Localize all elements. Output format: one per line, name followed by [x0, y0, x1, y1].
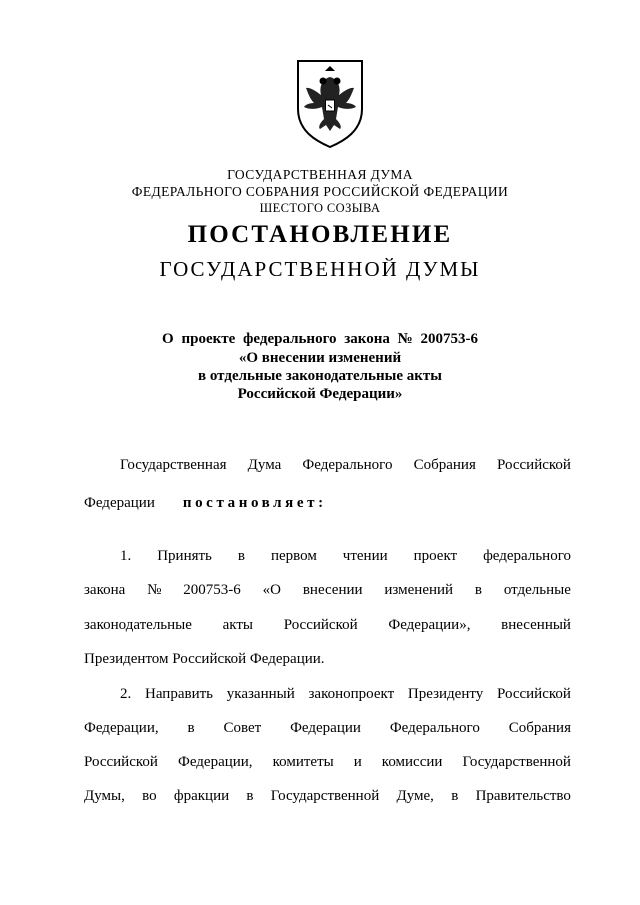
- header-line-1: ГОСУДАРСТВЕННАЯ ДУМА: [227, 167, 413, 182]
- word: Дума: [247, 457, 282, 473]
- word: Направить: [145, 686, 213, 702]
- word: Федерации,: [177, 754, 253, 770]
- word: 1.: [120, 548, 132, 564]
- item1-line-2: [84, 582, 571, 599]
- russian-coat-of-arms-icon: [292, 57, 368, 149]
- word: в: [187, 720, 195, 736]
- word: Федерального: [389, 720, 480, 736]
- word: Федерации»,: [388, 617, 471, 633]
- document-type-title: ПОСТАНОВЛЕНИЕ: [187, 221, 453, 248]
- word: 200753-6: [183, 582, 241, 598]
- word: в: [237, 548, 245, 564]
- word: Думы,: [84, 788, 125, 804]
- word: 2.: [120, 686, 132, 702]
- word: законодательные: [84, 617, 192, 633]
- word: №: [147, 582, 162, 598]
- word: комитеты: [272, 754, 334, 770]
- item1-line-3: [84, 617, 571, 634]
- word: в: [474, 582, 483, 598]
- subject-line-4: Российской Федерации»: [237, 386, 403, 402]
- preamble-word: Федерации: [84, 495, 155, 511]
- word: комиссии: [381, 754, 443, 770]
- word: в: [246, 788, 254, 804]
- word: Правительство: [475, 788, 571, 804]
- word: Принять: [157, 548, 212, 564]
- word: и: [353, 754, 362, 770]
- word: Собрания: [508, 720, 571, 736]
- word: закона: [84, 582, 126, 598]
- word: во: [142, 788, 157, 804]
- item2-line-2: [84, 720, 571, 737]
- word: Совет: [223, 720, 262, 736]
- word: изменений: [384, 582, 454, 598]
- word: проект: [413, 548, 458, 564]
- word: Думе,: [396, 788, 434, 804]
- word: отдельные: [503, 582, 571, 598]
- word: Российской: [283, 617, 358, 633]
- word: Федерации,: [84, 720, 159, 736]
- word: акты: [222, 617, 254, 633]
- item1-line-1: [120, 548, 571, 565]
- word: Российской: [497, 686, 571, 702]
- word: Российской: [84, 754, 158, 770]
- word: законопроект: [308, 686, 395, 702]
- item1-line-4: Президентом Российской Федерации.: [84, 651, 325, 667]
- word: Государственная: [120, 457, 227, 473]
- preamble-line-2: [84, 495, 571, 512]
- item2-line-4: [84, 788, 571, 805]
- word: Государственной: [270, 788, 380, 804]
- subject-line-1: О проекте федерального закона № 200753-6: [162, 331, 478, 347]
- document-issuer-title: ГОСУДАРСТВЕННОЙ ДУМЫ: [159, 257, 481, 281]
- word: Собрания: [413, 457, 476, 473]
- word: фракции: [173, 788, 230, 804]
- word: федерального: [483, 548, 571, 564]
- subject-line-2: «О внесении изменений: [238, 350, 402, 366]
- word: в: [451, 788, 459, 804]
- item2-line-1: [120, 686, 571, 703]
- header-line-3: ШЕСТОГО СОЗЫВА: [259, 201, 381, 215]
- word: чтении: [342, 548, 388, 564]
- word: внесенный: [501, 617, 571, 633]
- subject-line-3: в отдельные законодательные акты: [198, 368, 442, 384]
- item2-line-3: [84, 754, 571, 771]
- header-line-2: ФЕДЕРАЛЬНОГО СОБРАНИЯ РОССИЙСКОЙ ФЕДЕРАЦИИ: [131, 184, 509, 199]
- word: указанный: [226, 686, 295, 702]
- word: «О: [262, 582, 281, 598]
- preamble-line-1: [120, 457, 571, 474]
- word: Президенту: [407, 686, 484, 702]
- word: Федерального: [302, 457, 393, 473]
- word: первом: [270, 548, 317, 564]
- word: Российской: [497, 457, 571, 473]
- resolves-verb: постановляет:: [182, 495, 327, 511]
- word: внесении: [302, 582, 363, 598]
- word: Федерации: [290, 720, 361, 736]
- word: Государственной: [462, 754, 571, 770]
